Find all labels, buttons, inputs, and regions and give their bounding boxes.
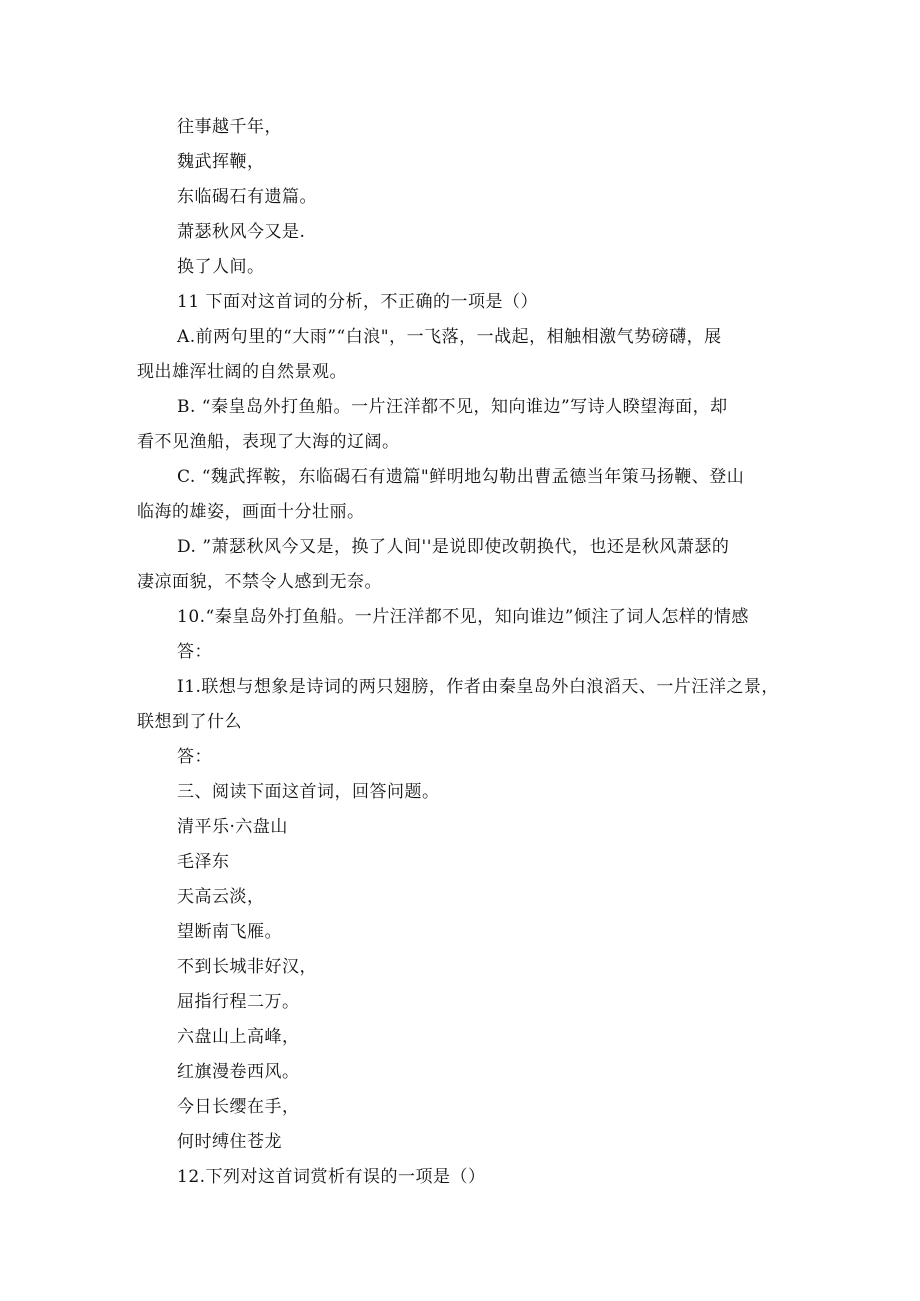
question-12-stem: 12.下列对这首词赏析有误的一项是（） [177,1167,486,1187]
poem-line: 今日长缨在手， [177,1097,300,1117]
poem-title: 清平乐·六盘山 [177,817,288,837]
question-10-answer: 答： [177,642,212,662]
option-c-line2: 临海的雄姿，画面十分壮丽。 [137,502,365,522]
poem-line: 六盘山上高峰， [177,1027,300,1047]
option-c-line1: C. “魏武挥鞍，东临碣石有遗篇"鲜明地勾勒出曹孟德当年策马扬鞭、登山 [177,467,745,487]
question-11b-answer: 答： [177,747,212,767]
poem-line: 何时缚住苍龙 [177,1132,282,1152]
question-11-stem: 11 下面对这首词的分析，不正确的一项是（） [177,292,539,312]
poem-line: 天高云淡， [177,887,265,907]
poem-line: 往事越千年， [177,117,282,137]
option-a-line1: A.前两句里的“大雨”“白浪"，一飞落，一战起，相触相激气势磅礴，展 [177,327,722,347]
option-d-line1: D. ”萧瑟秋风今又是，换了人间''是说即使改朝换代，也还是秋风萧瑟的 [177,537,730,557]
question-10-stem: 10.“秦皇岛外打鱼船。一片汪洋都不见，知向谁边”倾注了词人怎样的情感 [177,607,749,627]
poem-line: 魏武挥鞭， [177,152,265,172]
option-b-line1: B. “秦皇岛外打鱼船。一片汪洋都不见，知向谁边”写诗人睽望海面，却 [177,397,728,417]
question-11b-stem-line1: I1.联想与想象是诗词的两只翅膀，作者由秦皇岛外白浪滔天、一片汪洋之景， [177,677,779,697]
poem-line: 东临碣石有遗篇。 [177,187,317,207]
poem-line: 萧瑟秋风今又是. [177,222,306,242]
question-11b-stem-line2: 联想到了什么 [137,712,242,732]
poem-line: 望断南飞雁。 [177,922,282,942]
poem-author: 毛泽东 [177,852,230,872]
poem-line: 红旗漫卷西风。 [177,1062,300,1082]
section-3-heading: 三、阅读下面这首词，回答问题。 [177,782,440,802]
poem-line: 屈指行程二万。 [177,992,300,1012]
option-a-line2: 现出雄浑壮阔的自然景观。 [137,362,347,382]
option-d-line2: 凄凉面貌，不禁令人感到无奈。 [137,572,382,592]
poem-line: 不到长城非好汉， [177,957,317,977]
poem-line: 换了人间。 [177,257,265,277]
option-b-line2: 看不见渔船，表现了大海的辽阔。 [137,432,400,452]
